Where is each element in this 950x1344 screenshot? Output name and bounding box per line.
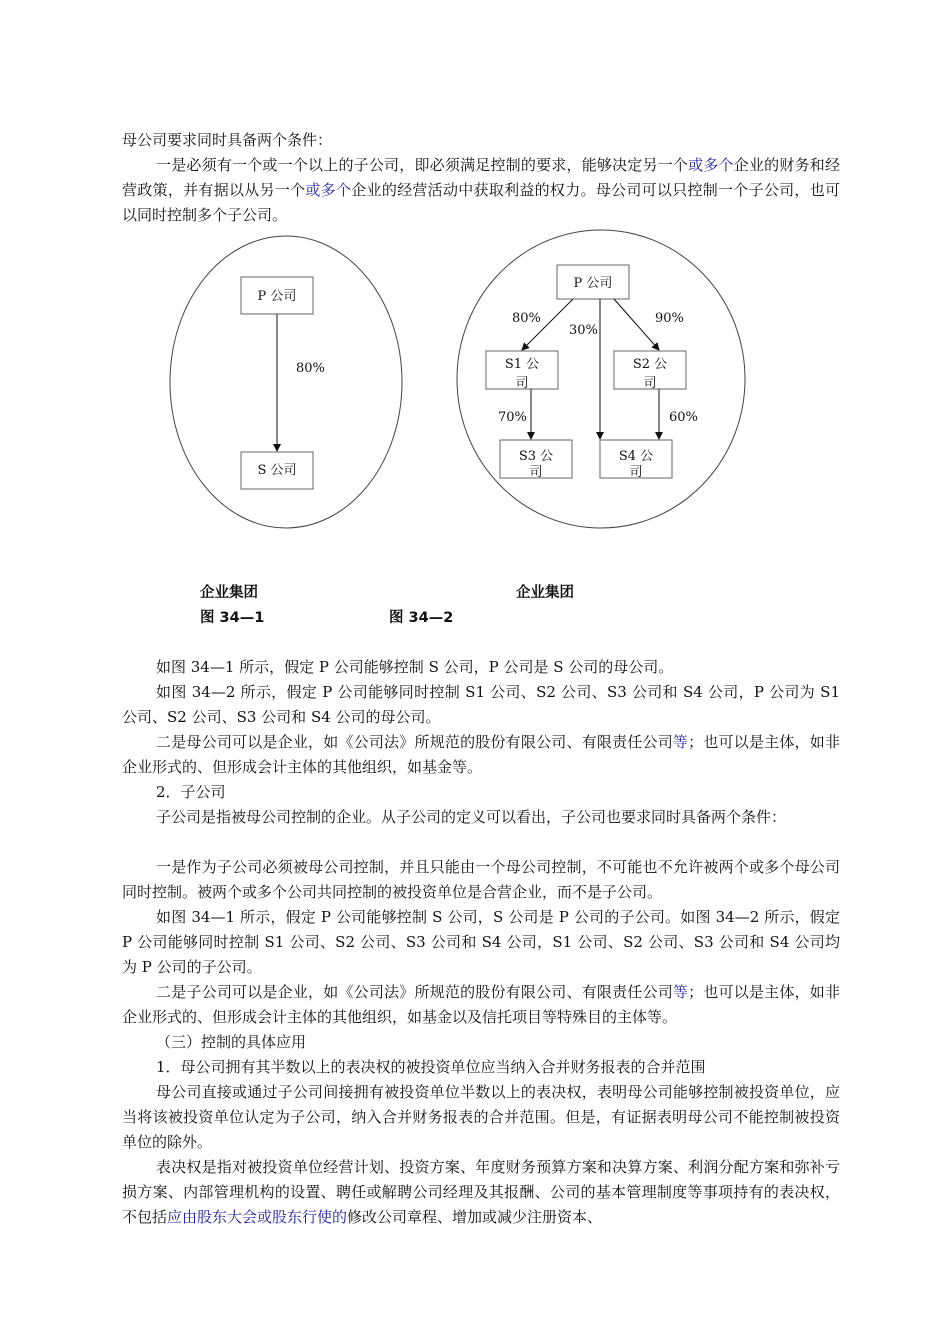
fig2-s4-line1: S4 公 [618,449,654,464]
fig2-s1-line1: S1 公 [504,357,540,372]
para-parent-condition-two [122,730,840,780]
fig2-s3-line1: S3 公 [518,449,554,464]
para-subsidiary-figures: 如图 34—1 所示，假定 P 公司能够控制 S 公司，S 公司是 P 公司的子公司。如图 34—2 所示，假定 P 公司能够同时控制 S1 公司、S2 公司、S3 公司和 S4 公司，S1 公司、S2 公司、S3 公司和 S4 公司均为 P 公司的子公司。 [122,908,840,976]
fig2-pct-p-s2: 90% [655,311,684,326]
cond1-text-c: 企业的经营活动中获取利益的权力。母公司可以只控制一个子公司，也可以同时控制多个子公司。 [122,181,840,224]
fig2-s3-line2: 司 [529,465,543,480]
fig1-pct: 80% [296,361,325,376]
fig2-s2-line2: 司 [643,376,657,391]
para-fig2-desc: 如图 34—2 所示，假定 P 公司能够同时控制 S1 公司、S2 公司、S3 公司和 S4 公司，P 公司为 S1 公司、S2 公司、S3 公司和 S4 公司的母公司。 [122,683,840,726]
cond1-text-b: 企业的财务和经营政策，并有据以从另一个 [122,156,840,199]
fig1-group-caption: 企业集团 [200,585,258,601]
cond1-link-2[interactable]: 或多个 [305,181,352,199]
p8-text-a: 二是子公司可以是企业，如《公司法》所规范的股份有限公司、有限责任公司 [156,983,673,1001]
para-subsidiary-def: 子公司是指被母公司控制的企业。从子公司的定义可以看出，子公司也要求同时具备两个条件： [156,808,787,826]
fig1-number-caption: 图 34—1 [200,610,265,626]
p12-text-a: 表决权是指对被投资单位经营计划、投资方案、年度财务预算方案和决算方案、利润分配方案和弥补亏损方案、内部管理机构的设置、聘任或解聘公司经理及其报酬、公司的基本管理制度等事项持有的表决权，不包括 [122,1158,840,1226]
fig2-p-label: P 公司 [573,276,613,291]
fig2-number-caption: 图 34—2 [389,610,454,626]
fig2-s2-line1: S2 公 [632,357,668,372]
fig1-s-label: S 公司 [257,463,297,478]
p8-text-b: ；也可以是主体，如非企业形式的、但形成会计主体的其他组织，如基金以及信托项目等特殊目的主体等。 [122,983,840,1026]
para-subsidiary-condition-one: 一是作为子公司必须被母公司控制，并且只能由一个母公司控制，不可能也不允许被两个或多个母公司同时控制。被两个或多个公司共同控制的被投资单位是合营企业，而不是子公司。 [122,858,840,901]
cond1-link-1[interactable]: 或多个 [688,156,734,174]
fig2-pct-s1-s3: 70% [498,410,527,425]
fig2-group-caption: 企业集团 [516,585,574,601]
para-fig1-desc: 如图 34—1 所示，假定 P 公司能够控制 S 公司，P 公司是 S 公司的母公司。 [156,658,674,676]
para-majority-votes: 母公司直接或通过子公司间接拥有被投资单位半数以上的表决权，表明母公司能够控制被投资单位，应当将该被投资单位认定为子公司，纳入合并财务报表的合并范围。但是，有证据表明母公司不能控制被投资单位的除外。 [122,1083,840,1151]
p3-link[interactable]: 等 [672,733,689,751]
fig2-arrow-p-s2 [614,299,659,350]
p12-link[interactable]: 应由股东大会或股东行使的 [167,1208,348,1226]
fig2-pct-s2-s4: 60% [669,410,698,425]
fig2-pct-p-s4: 30% [569,323,598,338]
fig2-s1-line2: 司 [515,376,529,391]
figures-diagram [0,0,950,600]
p3-text-a: 二是母公司可以是企业，如《公司法》所规范的股份有限公司、有限责任公司 [156,733,673,751]
para-voting-rights-def [122,1155,840,1230]
p3-text-b: ；也可以是主体，如非企业形式的、但形成会计主体的其他组织，如基金等。 [122,733,840,776]
fig1-p-label: P 公司 [257,289,297,304]
subheading-majority-votes: 1．母公司拥有其半数以上的表决权的被投资单位应当纳入合并财务报表的合并范围 [156,1058,706,1076]
intro-paragraph: 母公司要求同时具备两个条件： [122,131,333,149]
p12-text-b: 修改公司章程、增加或减少注册资本、 [347,1208,603,1226]
p8-link[interactable]: 等 [672,983,689,1001]
section-heading-subsidiary: 2．子公司 [156,783,226,801]
fig2-s4-line2: 司 [629,465,643,480]
fig2-pct-p-s1: 80% [512,311,541,326]
para-subsidiary-condition-two [122,980,840,1030]
section-heading-control-application: （三）控制的具体应用 [156,1033,307,1051]
cond1-text-a: 一是必须有一个或一个以上的子公司，即必须满足控制的要求，能够决定另一个 [156,156,689,174]
